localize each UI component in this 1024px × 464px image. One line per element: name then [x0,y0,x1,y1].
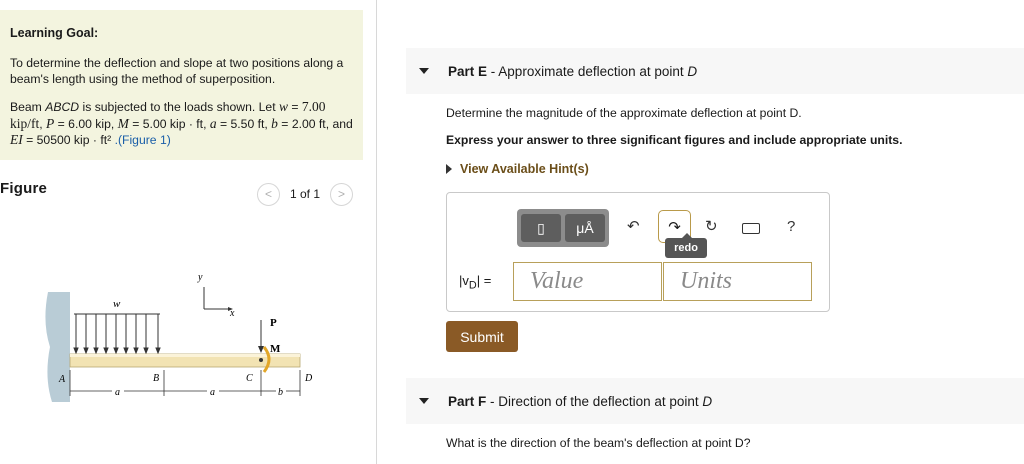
templates-button[interactable] [521,214,561,242]
collapse-part-e-icon[interactable] [419,68,429,74]
chevron-left-icon: < [264,187,272,201]
part-f-point: D [702,394,713,409]
redo-icon: ↷ [668,218,681,236]
vd-label [459,273,491,292]
point-c-label: C [246,373,253,384]
dim-b-label: b [278,387,283,398]
beam-figure [40,262,320,412]
x-axis-label: x [230,308,235,319]
w-symbol: w [278,99,288,114]
figure-header: Figure [0,180,48,197]
a-value: 5.50 ft [230,116,265,131]
ei-symbol: EI [10,132,23,147]
templates-icon: ▯ [537,219,545,236]
point-d-label: D [305,373,313,384]
pager-text: 1 of 1 [290,187,321,201]
units-button[interactable] [565,214,605,242]
ei-value: 50500 kip · ft² [36,133,112,147]
keyboard-icon[interactable] [742,223,760,234]
units-icon: μÅ [576,220,594,236]
learning-goal-text: To determine the deflection and slope at two positions along a beam's length using the method of superposition. [10,56,344,86]
chevron-right-icon: > [338,187,346,201]
part-f-label: Part F [448,394,487,409]
problem-prefix: Beam [10,100,42,114]
learning-goal-box [0,10,363,160]
part-f-sep: - [486,394,499,409]
answer-box [446,192,830,312]
m-value: 5.00 kip · ft [142,116,204,131]
expand-hints-icon [446,164,452,174]
vd-equals: | = [476,273,492,288]
p-symbol: P [46,115,55,131]
part-e-question: Determine the magnitude of the approximate deflection at point D. [446,106,802,120]
dim-a1-label: a [115,387,120,398]
w-label: w [113,298,121,310]
hints-label: View Available Hint(s) [460,162,589,176]
problem-mid: is subjected to the loads shown. Let [82,100,276,114]
part-e-sep: - [487,64,499,79]
dim-a2-label: a [210,387,215,398]
vd-subscript: D [468,279,477,292]
point-b-label: B [153,373,160,384]
y-axis-label: y [198,272,203,283]
left-panel [0,0,377,464]
distributed-load-arrows [74,314,160,353]
b-value: 2.00 ft [291,116,326,131]
prev-figure-button[interactable] [257,183,280,206]
part-f-title-text: Direction of the deflection at point [498,394,703,409]
a-symbol: a [209,115,217,131]
w-value: 7.00 kip/ft [10,99,326,131]
reset-icon[interactable]: ↻ [705,218,718,235]
figure-link[interactable]: .(Figure 1) [114,133,171,147]
submit-button[interactable]: Submit [446,321,518,352]
fixed-wall [45,292,70,402]
next-figure-button[interactable] [330,183,353,206]
learning-goal-title: Learning Goal: [10,26,99,40]
beam-name: ABCD [45,100,80,114]
m-symbol: M [117,115,129,131]
units-input[interactable]: Units [663,262,812,301]
m-label: M [270,343,281,355]
math-toolbar-group [517,209,609,247]
point-a-label: A [59,374,66,385]
part-e-point: D [687,64,698,79]
help-icon[interactable]: ? [787,218,796,235]
undo-icon[interactable]: ↶ [627,218,640,235]
view-hints-link[interactable] [446,162,589,176]
figure-pager [257,182,353,206]
b-symbol: b [271,115,278,131]
problem-statement: Beam ABCD is subjected to the loads shown. Let w = 7.00 kip/ft, P = 6.00 kip, M = 5.00 kip · ft, a = 5.50 ft, b = 2.00 ft, and EI = 50500 kip · ft² .(Figure 1) [10,99,353,147]
part-f-title[interactable] [448,394,712,409]
part-e-label: Part E [448,64,488,79]
part-e-title[interactable] [448,64,697,79]
redo-tooltip: redo [665,238,707,258]
part-e-instruction: Express your answer to three significant figures and include appropriate units. [446,133,903,147]
collapse-part-f-icon[interactable] [419,398,429,404]
value-input[interactable]: Value [513,262,662,301]
and-word: and [332,116,353,131]
p-label: P [270,317,277,329]
part-e-title-text: Approximate deflection at point [498,64,688,79]
part-f-question: What is the direction of the beam's deflection at point D? [446,436,751,450]
p-value: 6.00 kip [68,116,111,131]
vd-label-text: |v [459,273,469,288]
